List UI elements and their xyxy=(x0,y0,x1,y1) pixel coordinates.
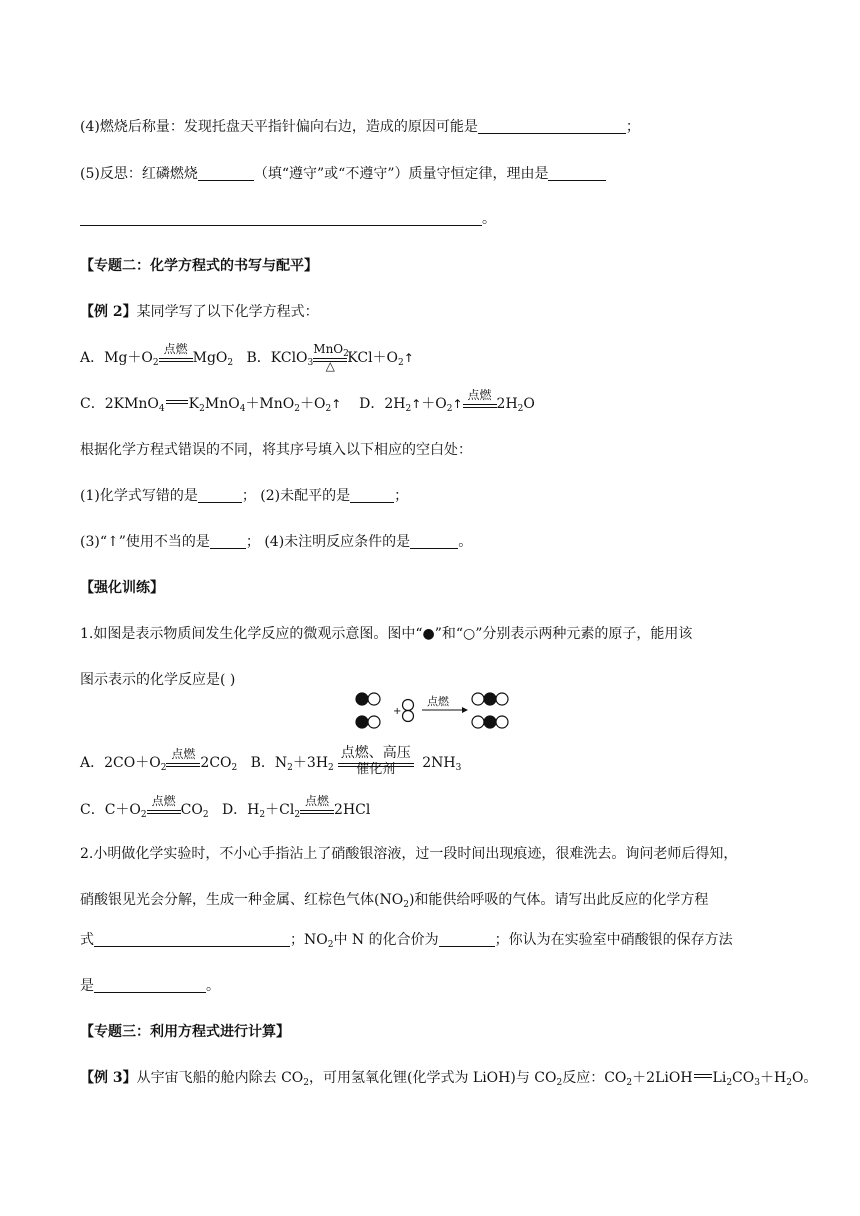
up-arrow-icon: ↑ xyxy=(331,397,342,411)
answer-blank[interactable] xyxy=(410,534,458,549)
training-1-options-ab xyxy=(80,745,462,777)
condition-equals: 点燃 xyxy=(166,763,200,773)
answer-blank[interactable] xyxy=(198,488,242,503)
option-b: B．$N_2+3H_2$ 点燃、高压 催化剂 $2NH_3$ xyxy=(250,745,462,777)
condition-equals: 点燃 xyxy=(147,810,181,820)
double-line-sign xyxy=(166,400,188,404)
reaction-diagram xyxy=(350,688,510,736)
example-2-intro: 【例 2】某同学写了以下化学方程式： xyxy=(80,304,319,320)
option-d: D．$H_2+Cl_2$ 点燃 2HCl xyxy=(221,794,371,820)
answer-blank[interactable] xyxy=(198,166,254,181)
option-a: A．$Mg+O_2$ 点燃 MgO$_2$ xyxy=(80,342,234,368)
example-2-questions-34: (3)“↑”使用不当的是 ； (4)未注明反应条件的是 。 xyxy=(80,534,473,550)
up-arrow-icon: ↑ xyxy=(403,351,414,365)
up-arrow-icon: ↑ xyxy=(452,397,463,411)
topic-2-title: 【专题二：化学方程式的书写与配平】 xyxy=(80,258,318,274)
answer-blank[interactable] xyxy=(350,488,394,503)
training-1-line-1: 1.如图是表示物质间发生化学反应的微观示意图。图中“●”和“○”分别表示两种元素的原子，能用该 xyxy=(80,626,693,642)
option-b: B．KClO$_3$ MnO$_2$ △ $KCl+O_2↑$ xyxy=(246,342,414,373)
condition-equals: 点燃 xyxy=(300,810,334,820)
training-2-line-3: 式 ；$NO_2$中 N 的化合价为 ；你认为在实验室中硝酸银的保存方法 xyxy=(80,932,733,950)
diagram-condition: 点燃 xyxy=(427,695,449,708)
question-5-continued: 。 xyxy=(80,209,496,229)
option-c: C．2KMnO$_4$ $K_2MnO_4+MnO_2+O_2↑$ xyxy=(80,396,342,414)
condition-equals: 点燃、高压 催化剂 xyxy=(338,763,414,773)
example-2-instruction: 根据化学方程式错误的不同，将其序号填入以下相应的空白处： xyxy=(80,442,472,458)
answer-blank[interactable] xyxy=(439,932,495,947)
hollow-atom-icon xyxy=(368,716,380,728)
example-2-options-ab xyxy=(80,342,414,373)
example-2-questions-12: (1)化学式写错的是 ； (2)未配平的是 ； xyxy=(80,488,409,504)
example-3: 【例 3】从宇宙飞船的舱内除去 $CO_2$，可用氢氧化锂(化学式为 LiOH)与 $CO_2$反应：$CO_2+2LiOH$ $Li_2CO_3+H_2O$。 xyxy=(80,1070,818,1088)
up-arrow-icon: ↑ xyxy=(411,397,422,411)
training-1-line-2: 图示表示的化学反应是( ) xyxy=(80,672,236,688)
training-title: 【强化训练】 xyxy=(80,580,164,596)
answer-blank[interactable] xyxy=(94,978,206,993)
condition-equals: 点燃 xyxy=(463,404,497,414)
topic-3-title: 【专题三：利用方程式进行计算】 xyxy=(80,1024,290,1040)
filled-atom-icon xyxy=(356,716,368,728)
double-line-sign xyxy=(694,1074,712,1078)
condition-equals: 点燃 xyxy=(159,358,193,368)
option-c: C．$C+O_2$ 点燃 $CO_2$ xyxy=(80,794,209,820)
hollow-atom-icon xyxy=(403,711,414,722)
answer-blank[interactable] xyxy=(548,166,606,181)
option-d: D．$2H_2↑+O_2↑$ 点燃 $2H_2O$ xyxy=(359,388,535,414)
training-2-line-4: 是 。 xyxy=(80,978,220,994)
arrow-right-icon xyxy=(462,707,468,713)
option-a: A．$2CO+O_2$ 点燃 $2CO_2$ xyxy=(80,747,238,773)
training-2-line-1: 2.小明做化学实验时，不小心手指沾上了硝酸银溶液，过一段时间出现痕迹，很难洗去。询问老师后得知， xyxy=(80,846,738,862)
filled-atom-icon xyxy=(356,693,368,705)
plus-sign: + xyxy=(393,706,402,717)
hollow-atom-icon xyxy=(368,693,380,705)
training-2-line-2: 硝酸银见光会分解，生成一种金属、红棕色气体$(NO_2)$和能供给呼吸的气体。请写出此反应的化学方程 xyxy=(80,892,709,910)
answer-blank[interactable] xyxy=(210,534,246,549)
question-4: (4)燃烧后称量：发现托盘天平指针偏向右边，造成的原因可能是 ； xyxy=(80,119,640,135)
training-1-options-cd xyxy=(80,794,371,820)
answer-blank[interactable] xyxy=(80,211,482,226)
example-2-options-cd xyxy=(80,388,535,414)
question-5: (5)反思：红磷燃烧 （填“遵守”或“不遵守”）质量守恒定律，理由是 xyxy=(80,164,606,184)
answer-blank[interactable] xyxy=(94,932,290,947)
hollow-atom-icon xyxy=(403,700,414,711)
condition-equals: MnO$_2$ △ xyxy=(313,342,349,373)
answer-blank[interactable] xyxy=(478,119,626,134)
